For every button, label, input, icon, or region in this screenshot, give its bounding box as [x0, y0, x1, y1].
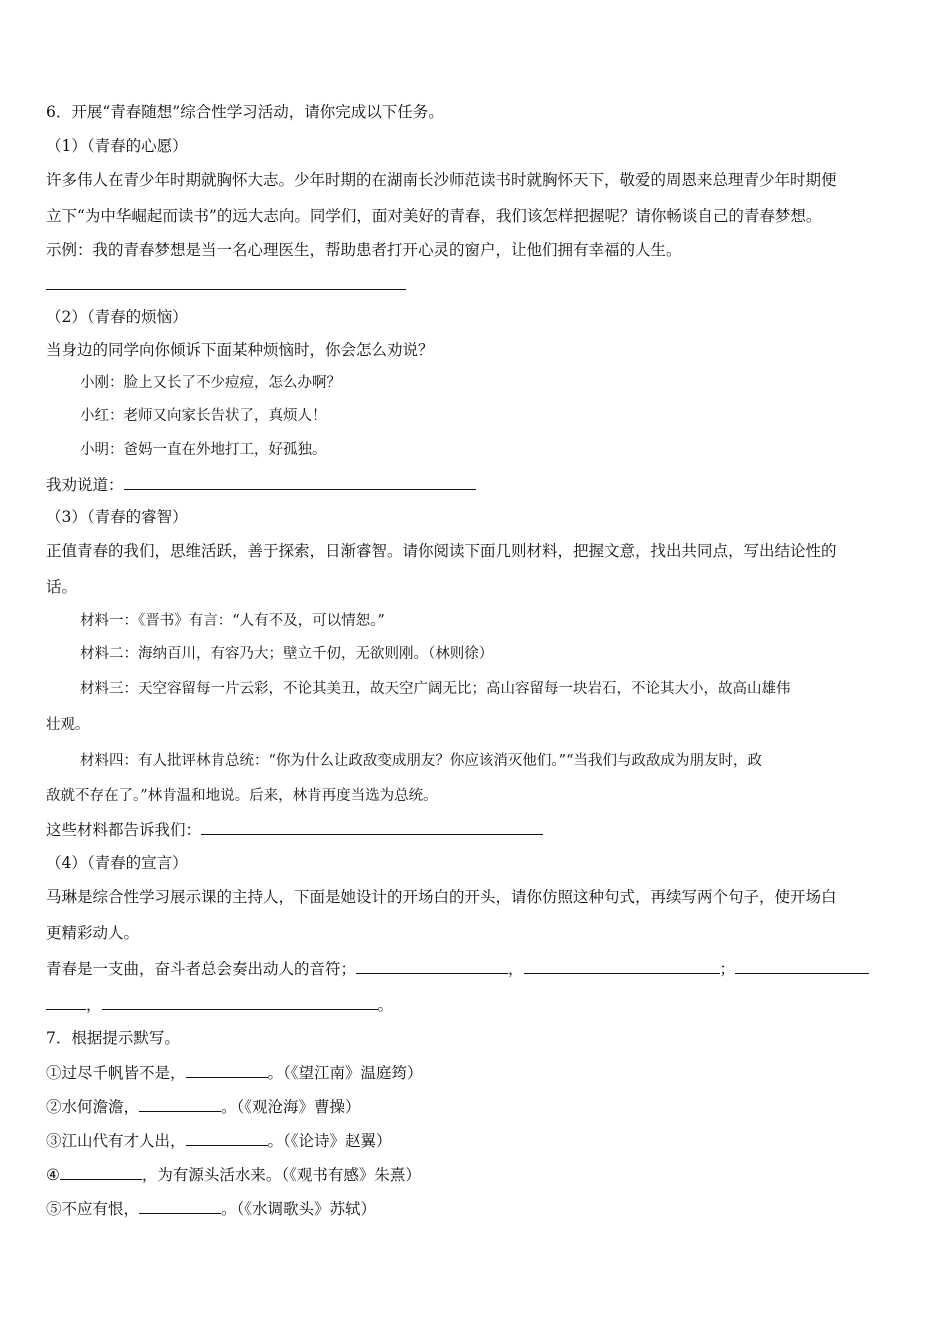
item-number: ④: [46, 1166, 60, 1184]
dialogue-xiaogang: 小刚：脸上又长了不少痘痘，怎么办啊？: [80, 375, 341, 391]
part-4-answer-row-2: [46, 994, 393, 1015]
question-7-title: 7．根据提示默写。: [46, 1029, 180, 1047]
part-4-label: （4）（青春的宣言）: [46, 854, 188, 872]
item-text-after: ，为有源头活水来。（《观书有感》朱熹）: [141, 1166, 421, 1184]
item-text-before: 过尽千帆皆不是，: [61, 1064, 186, 1082]
recite-blank-4[interactable]: [60, 1164, 142, 1180]
part-3-prompt-line-1: 正值青春的我们，思维活跃，善于探索，日渐睿智。请你阅读下面几则材料，把握文意，找出共同点，写出结论性的: [46, 542, 837, 560]
part-1-example: 示例：我的青春梦想是当一名心理医生，帮助患者打开心灵的窗户，让他们拥有幸福的人生。: [46, 241, 682, 259]
part-4-blank-3a[interactable]: [735, 958, 869, 974]
part-1-text-line-2: 立下“为中华崛起而读书”的远大志向。同学们，面对美好的青春，我们该怎样把握呢？请你畅谈自己的青春梦想。: [46, 207, 822, 225]
part-3-prompt-line-2: 话。: [46, 578, 78, 596]
recite-blank-1[interactable]: [186, 1062, 268, 1078]
recite-item-1: [46, 1062, 423, 1083]
part-4-blank-3b[interactable]: [46, 994, 86, 1010]
part-4-blank-1[interactable]: [356, 958, 508, 974]
recite-blank-5[interactable]: [139, 1198, 221, 1214]
part-2-prompt: 当身边的同学向你倾诉下面某种烦恼时，你会怎么劝说？: [46, 341, 434, 359]
part-3-answer-label: 这些材料都告诉我们：: [46, 821, 202, 839]
item-number: ①: [46, 1064, 62, 1082]
material-2: 材料二：海纳百川，有容乃大；壁立千仞，无欲则刚。（林则徐）: [80, 646, 494, 662]
part-3-answer-row: [46, 819, 543, 840]
material-4-line-1: 材料四：有人批评林肯总统：“你为什么让政敌变成朋友？你应该消灭他们。”“当我们与政敌成为朋友时，政: [80, 753, 762, 769]
item-text-before: 不应有恨，: [61, 1200, 140, 1218]
item-text-after: 。（《水调歌头》苏轼）: [221, 1200, 377, 1218]
item-text-after: 。（《观沧海》曹操）: [221, 1098, 361, 1116]
item-text-after: 。（《论诗》赵翼）: [267, 1132, 392, 1150]
material-4-line-2: 敌就不存在了。”林肯温和地说。后来，林肯再度当选为总统。: [46, 788, 438, 804]
material-3-line-2: 壮观。: [46, 717, 90, 733]
dialogue-xiaoming: 小明：爸妈一直在外地打工，好孤独。: [80, 442, 327, 458]
item-text-before: 水何澹澹，: [61, 1098, 140, 1116]
part-3-answer-blank[interactable]: [201, 819, 543, 835]
item-text-after: 。（《望江南》温庭筠）: [267, 1064, 423, 1082]
part-4-prompt-line-1: 马琳是综合性学习展示课的主持人，下面是她设计的开场白的开头，请你仿照这种句式，再续写两个句子，使开场白: [46, 888, 837, 906]
recite-blank-3[interactable]: [186, 1130, 268, 1146]
recite-blank-2[interactable]: [139, 1096, 221, 1112]
part-4-answer-row-1: [46, 958, 869, 979]
part-4-lead: 青春是一支曲，奋斗者总会奏出动人的音符；: [46, 960, 357, 978]
item-number: ③: [46, 1132, 62, 1150]
part-1-text-line-1: 许多伟人在青少年时期就胸怀大志。少年时期的在湖南长沙师范读书时就胸怀天下，敬爱的周恩来总理青少年时期便: [46, 171, 837, 189]
recite-item-4: [46, 1164, 421, 1185]
part-2-answer-row: [46, 474, 476, 495]
part-4-period: 。: [377, 996, 394, 1014]
part-4-blank-4[interactable]: [102, 994, 378, 1010]
material-3-line-1: 材料三：天空容留每一片云彩，不论其美丑，故天空广阔无比；高山容留每一块岩石，不论其大小，故高山雄伟: [80, 681, 791, 697]
part-4-prompt-line-2: 更精彩动人。: [46, 924, 140, 942]
part-4-comma-2: ，: [86, 996, 102, 1014]
part-4-comma-1: ，: [508, 960, 524, 978]
question-6-title: 6．开展“青春随想”综合性学习活动，请你完成以下任务。: [46, 103, 444, 121]
item-text-before: 江山代有才人出，: [61, 1132, 186, 1150]
part-4-semicolon: ；: [719, 960, 736, 978]
part-4-blank-2[interactable]: [524, 958, 720, 974]
part-2-label: （2）（青春的烦恼）: [46, 308, 188, 326]
item-number: ⑤: [46, 1200, 62, 1218]
part-1-answer-line[interactable]: [46, 289, 406, 290]
dialogue-xiaohong: 小红：老师又向家长告状了，真烦人！: [80, 408, 327, 424]
recite-item-2: [46, 1096, 361, 1117]
part-3-label: （3）（青春的睿智）: [46, 508, 188, 526]
part-2-answer-blank[interactable]: [124, 474, 476, 490]
material-1: 材料一：《晋书》有言：“人有不及，可以情恕。”: [80, 613, 385, 629]
part-2-answer-label: 我劝说道：: [46, 476, 124, 494]
recite-item-3: [46, 1130, 392, 1151]
part-1-label: （1）（青春的心愿）: [46, 137, 188, 155]
recite-item-5: [46, 1198, 376, 1219]
item-number: ②: [46, 1098, 62, 1116]
